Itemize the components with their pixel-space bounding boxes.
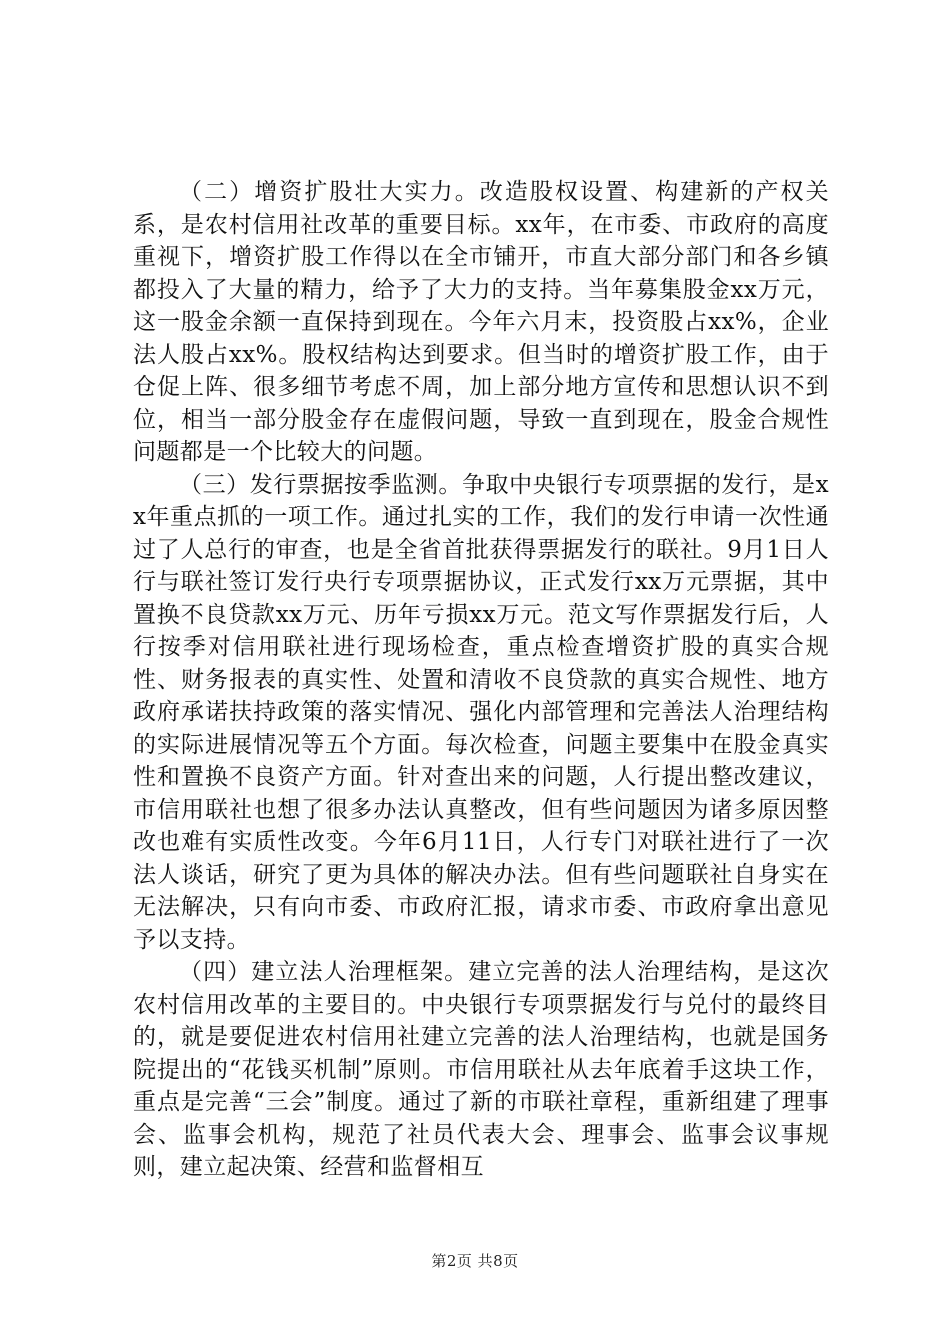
page-number-footer: 第2页 共8页: [431, 1252, 519, 1270]
document-body: [133, 176, 829, 1184]
paragraph-section-four: （四）建立法人治理框架。建立完善的法人治理结构，是这次农村信用改革的主要目的。中央银行专项票据发行与兑付的最终目的，就是要促进农村信用社建立完善的法人治理结构，也就是国务院提出的“花钱买机制”原则。市信用联社从去年底着手这块工作，重点是完善“三会”制度。通过了新的市联社章程，重新组建了理事会、监事会机构，规范了社员代表大会、理事会、监事会议事规则，建立起决策、经营和监督相互: [133, 959, 829, 1180]
paragraph-section-three: （三）发行票据按季监测。争取中央银行专项票据的发行，是xx年重点抓的一项工作。通过扎实的工作，我们的发行申请一次性通过了人总行的审查，也是全省首批获得票据发行的联社。9月1日人行与联社签订发行央行专项票据协议，正式发行xx万元票据，其中置换不良贷款xx万元、历年亏损xx万元。范文写作票据发行后，人行按季对信用联社进行现场检查，重点检查增资扩股的真实合规性、财务报表的真实性、处置和清收不良贷款的真实合规性、地方政府承诺扶持政策的落实情况、强化内部管理和完善法人治理结构的实际进展情况等五个方面。每次检查，问题主要集中在股金真实性和置换不良资产方面。针对查出来的问题，人行提出整改建议，市信用联社也想了很多办法认真整改，但有些问题因为诸多原因整改也难有实质性改变。今年6月11日，人行专门对联社进行了一次法人谈话，研究了更为具体的解决办法。但有些问题联社自身实在无法解决，只有向市委、市政府汇报，请求市委、市政府拿出意见予以支持。: [133, 471, 829, 953]
paragraph-section-two: （二）增资扩股壮大实力。改造股权设置、构建新的产权关系，是农村信用社改革的重要目标。xx年，在市委、市政府的高度重视下，增资扩股工作得以在全市铺开，市直大部分部门和各乡镇都投入了大量的精力，给予了大力的支持。当年募集股金xx万元，这一股金余额一直保持到现在。今年六月末，投资股占xx%，企业法人股占xx%。股权结构达到要求。但当时的增资扩股工作，由于仓促上阵、很多细节考虑不周，加上部分地方宣传和思想认识不到位，相当一部分股金存在虚假问题，导致一直到现在，股金合规性问题都是一个比较大的问题。: [133, 179, 829, 465]
